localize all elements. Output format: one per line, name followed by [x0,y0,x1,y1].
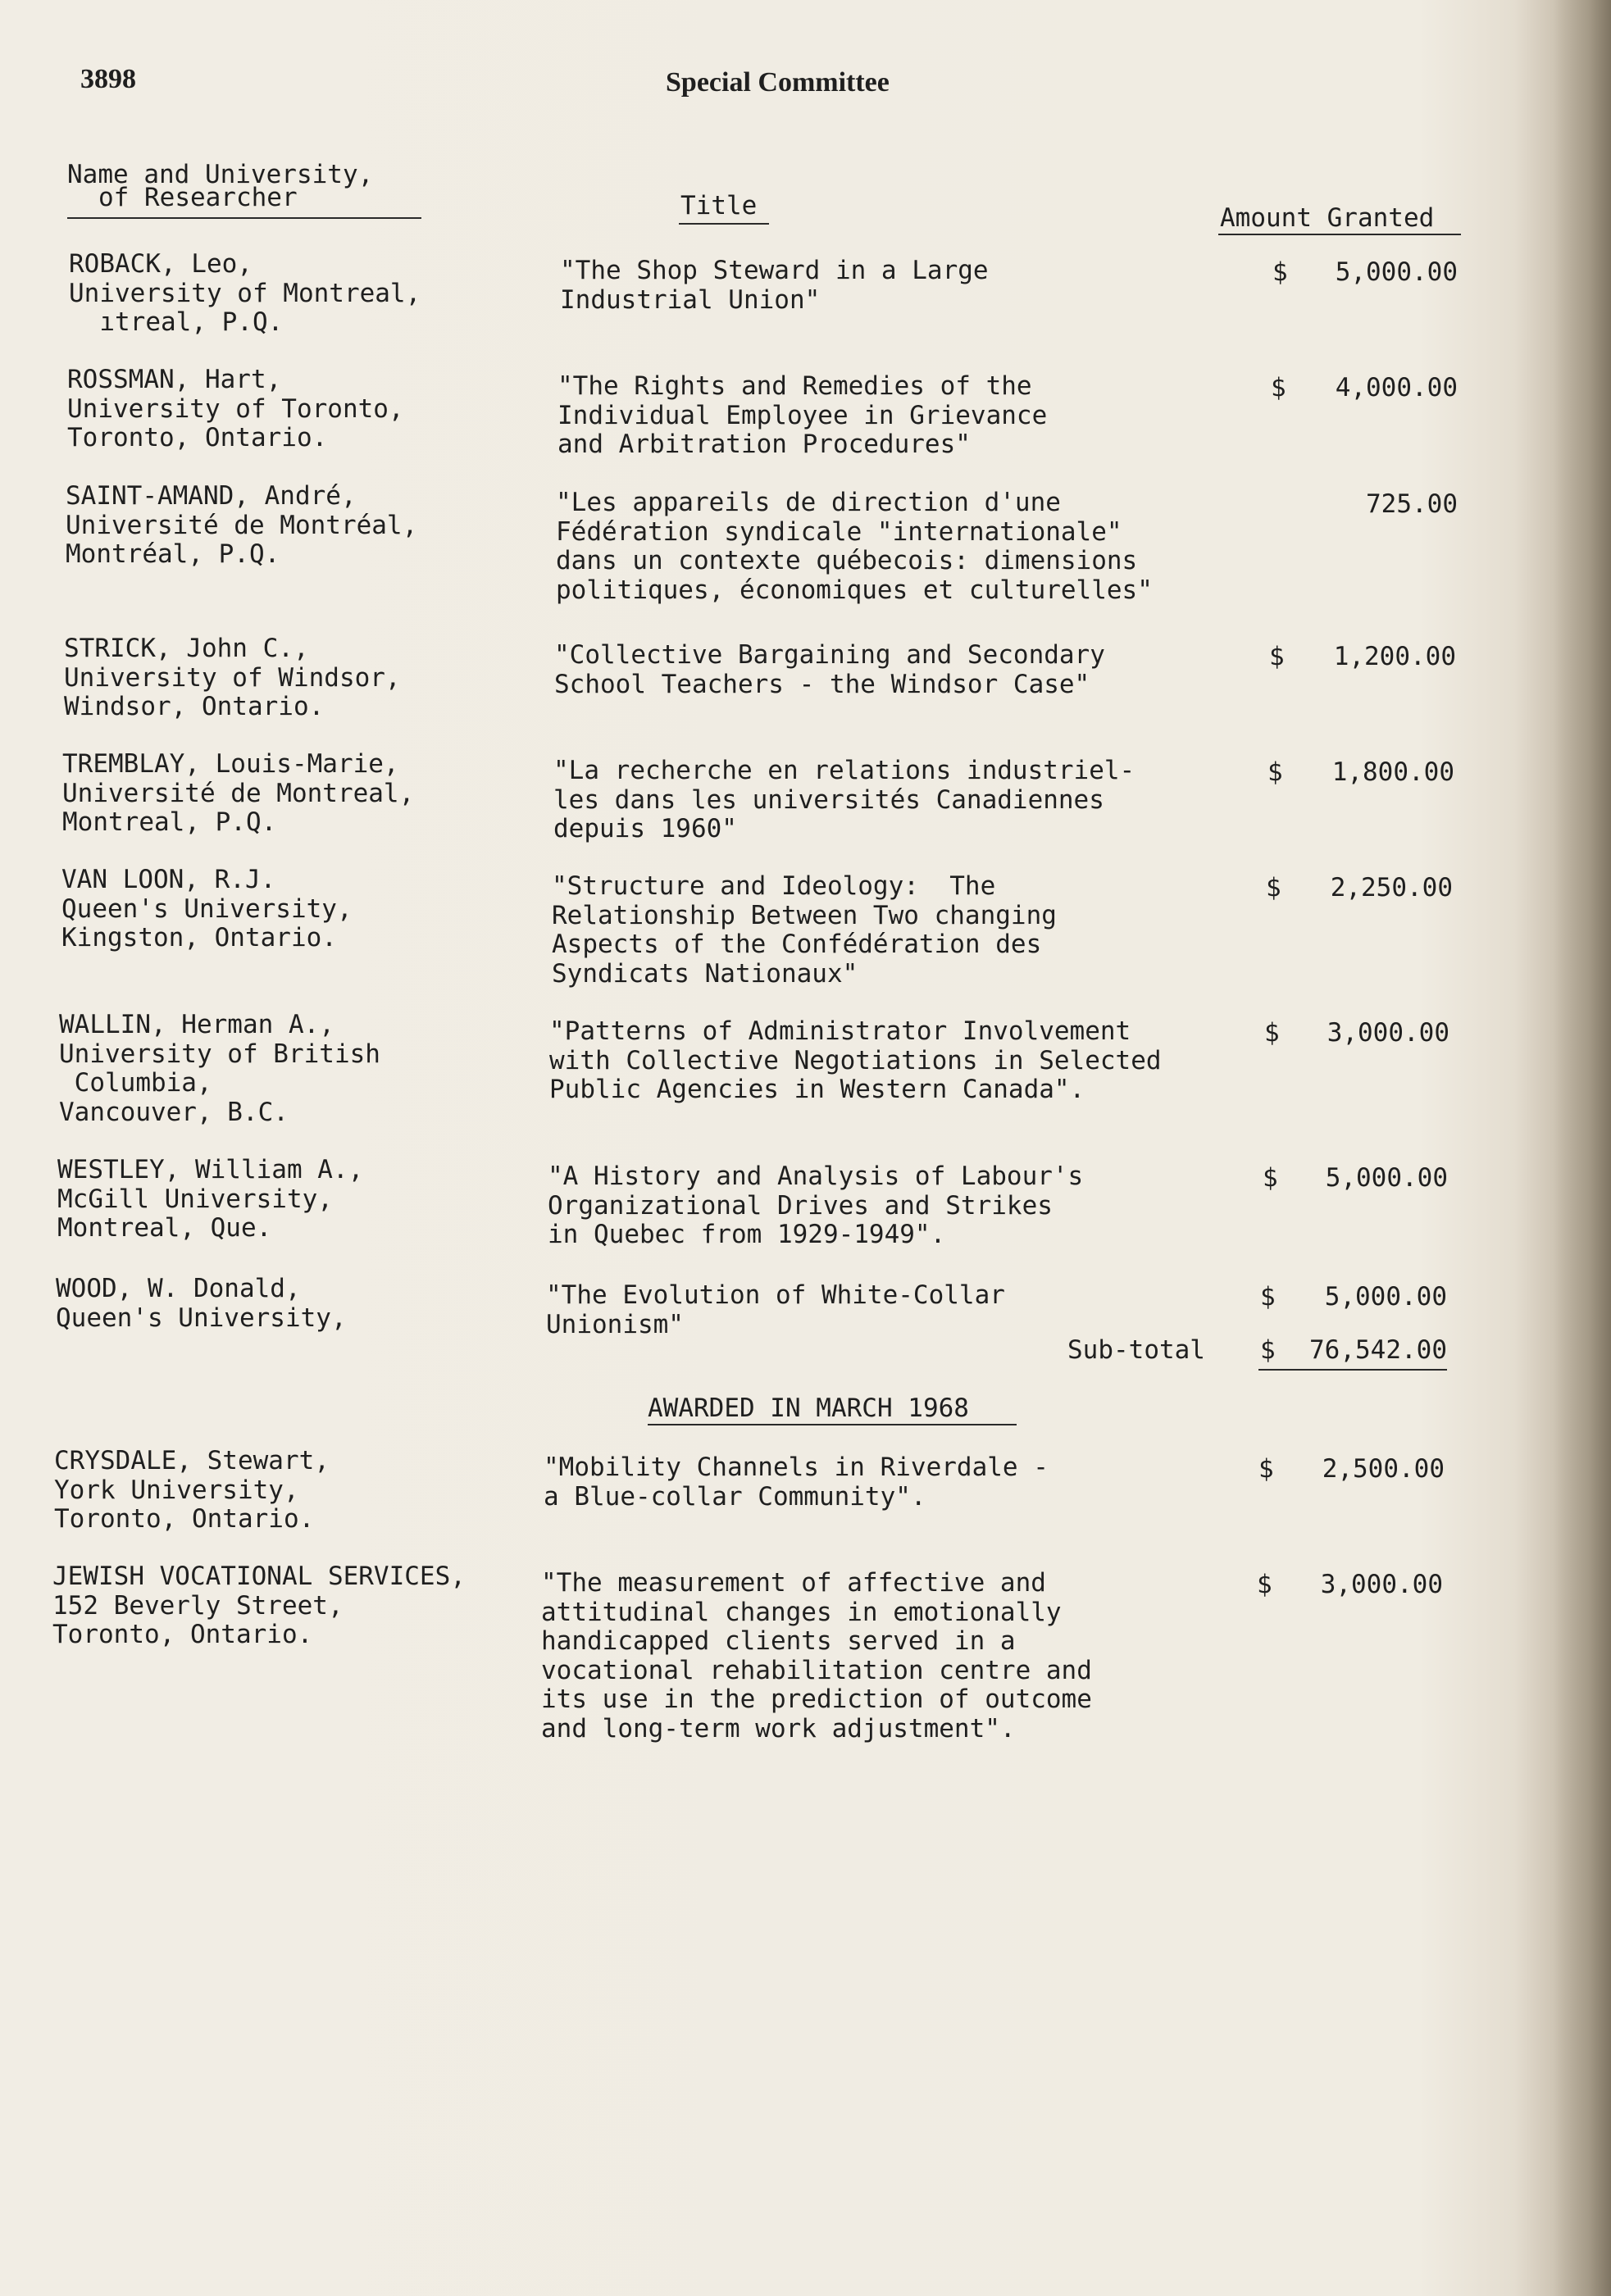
column-header-name-line1: Name and University, [67,160,374,189]
book-spine-shadow [1554,0,1611,2296]
researcher-name-line: Toronto, Ontario. [54,1504,315,1534]
researcher-name [64,634,401,722]
research-title-line: Aspects of the Confédération des [552,930,1042,959]
column-header-amount-underline [1218,234,1461,235]
amount-currency: $ [1257,1570,1272,1599]
amount-granted: 3,000.00 [1327,1018,1449,1048]
page-title: Special Committee [666,67,890,98]
research-title-line: with Collective Negotiations in Selected [549,1045,1162,1075]
research-title [541,1569,1092,1744]
researcher-name-line: Montreal, Que. [57,1213,272,1243]
amount-granted: 2,250.00 [1330,873,1453,902]
research-title-line: les dans les universités Canadiennes [553,784,1104,815]
research-title-line: "Collective Bargaining and Secondary [554,640,1105,670]
amount-currency: $ [1269,642,1285,671]
research-title-line: attitudinal changes in emotionally [541,1597,1062,1627]
researcher-name-line: WOOD, W. Donald, [56,1274,301,1303]
researcher-name [59,1011,380,1127]
researcher-name [69,250,421,338]
amount-granted: 725.00 [1366,489,1458,519]
amount-granted: 3,000.00 [1320,1570,1443,1599]
research-title-line: its use in the prediction of outcome [541,1684,1092,1714]
amount-currency: $ [1272,257,1288,287]
amount-currency: $ [1264,1018,1280,1048]
amount-currency: $ [1263,1163,1278,1193]
subtotal-amount: 76,542.00 [1309,1335,1447,1365]
researcher-name-line: Toronto, Ontario. [52,1620,313,1649]
section-heading: AWARDED IN MARCH 1968 [648,1394,969,1423]
research-title-line: "The Shop Steward in a Large [560,256,989,285]
research-title-line: depuis 1960" [553,814,737,843]
column-header-title: Title [680,191,758,221]
research-title [549,1017,1162,1105]
researcher-name-line: University of British [59,1039,380,1069]
page-number: 3898 [80,64,136,94]
research-title-line: "The Rights and Remedies of the [557,371,1032,401]
researcher-name [52,1562,466,1650]
subtotal-label: Sub-total [1067,1335,1205,1365]
researcher-name-line: Queen's University, [61,893,353,924]
researcher-name-line: Toronto, Ontario. [67,423,328,452]
research-title [557,372,1047,460]
research-title-line: Syndicats Nationaux" [552,958,858,989]
research-title [552,872,1057,989]
research-title-line: "Les appareils de direction d'une [556,488,1061,517]
research-title-line: Public Agencies in Western Canada". [549,1075,1085,1104]
researcher-name-line: STRICK, John C., [64,634,309,663]
research-title-line: Fédération syndicale "internationale" [556,516,1122,547]
research-title-line: dans un contexte québecois: dimensions [556,546,1138,575]
researcher-name-line: ıtreal, P.Q. [69,307,284,337]
column-header-title-underline [679,223,769,225]
researcher-name-line: Université de Montreal, [62,778,415,808]
research-title [546,1281,1005,1339]
researcher-name [61,866,353,953]
research-title-line: in Quebec from 1929-1949". [548,1220,946,1249]
research-title-line: School Teachers - the Windsor Case" [554,669,1090,699]
researcher-name-line: McGill University, [57,1184,333,1214]
researcher-name-line: WESTLEY, William A., [57,1155,364,1184]
amount-granted: 5,000.00 [1325,1163,1448,1193]
researcher-name-line: Columbia, [59,1068,212,1098]
research-title-line: politiques, économiques et culturelles" [556,575,1153,605]
research-title [554,641,1105,699]
research-title-line: Unionism" [546,1309,684,1339]
subtotal-underline [1258,1369,1447,1371]
research-title [548,1162,1083,1250]
research-title-line: "The Evolution of White-Collar [546,1280,1005,1310]
researcher-name [66,482,417,570]
researcher-name-line: Université de Montréal, [66,510,418,540]
researcher-name-line: University of Windsor, [64,662,401,693]
research-title [544,1453,1049,1512]
researcher-name-line: Vancouver, B.C. [59,1097,289,1127]
subtotal-dollar: $ [1260,1335,1276,1365]
researcher-name-line: Montreal, P.Q. [62,807,277,837]
researcher-name-line: 152 Beverly Street, [52,1590,344,1621]
column-header-amount: Amount Granted [1220,203,1435,233]
research-title-line: Organizational Drives and Strikes [548,1190,1053,1221]
research-title-line: and Arbitration Procedures" [557,430,971,459]
researcher-name-line: TREMBLAY, Louis-Marie, [62,749,399,779]
amount-granted: 5,000.00 [1335,257,1458,287]
amount-granted: 1,800.00 [1331,757,1454,787]
researcher-name-line: CRYSDALE, Stewart, [54,1446,330,1475]
column-header-name-line2: of Researcher [98,183,298,212]
researcher-name-line: ROSSMAN, Hart, [67,365,282,394]
research-title-line: "A History and Analysis of Labour's [548,1162,1084,1191]
amount-currency: $ [1271,373,1286,402]
researcher-name-line: Kingston, Ontario. [61,923,337,952]
research-title-line: Relationship Between Two changing [552,900,1057,930]
research-title-line: a Blue-collar Community". [544,1481,926,1512]
research-title-line: Individual Employee in Grievance [557,400,1048,430]
research-title [556,489,1153,605]
researcher-name [67,366,404,453]
researcher-name-line: University of Montreal, [69,278,421,308]
section-heading-underline [648,1424,1017,1425]
amount-currency: $ [1266,873,1281,902]
research-title-line: and long-term work adjustment". [541,1713,1016,1744]
research-title-line: "Patterns of Administrator Involvement [549,1016,1131,1046]
researcher-name-line: WALLIN, Herman A., [59,1010,334,1039]
researcher-name [62,750,414,838]
researcher-name-line: University of Toronto, [67,393,404,424]
amount-granted: 5,000.00 [1324,1282,1447,1312]
amount-currency: $ [1260,1282,1276,1312]
researcher-name-line: ROBACK, Leo, [69,249,253,279]
research-title-line: "The measurement of affective and [541,1568,1046,1598]
research-title-line: Industrial Union" [560,284,821,315]
column-header-name-underline [67,217,421,219]
researcher-name-line: Windsor, Ontario. [64,692,325,721]
research-title-line: "Mobility Channels in Riverdale - [544,1453,1049,1482]
researcher-name-line: Montréal, P.Q. [66,539,280,569]
research-title-line: handicapped clients served in a [541,1626,1016,1656]
amount-granted: 1,200.00 [1333,642,1456,671]
amount-currency: $ [1267,757,1283,787]
researcher-name [56,1275,347,1333]
researcher-name-line: VAN LOON, R.J. [61,865,276,894]
amount-granted: 4,000.00 [1335,373,1458,402]
researcher-name-line: York University, [54,1475,299,1505]
amount-currency: $ [1258,1454,1274,1484]
researcher-name-line: JEWISH VOCATIONAL SERVICES, [52,1562,466,1591]
research-title [553,757,1135,844]
research-title [560,257,989,315]
research-title-line: "La recherche en relations industriel- [553,756,1135,785]
research-title-line: vocational rehabilitation centre and [541,1655,1092,1685]
researcher-name-line: Queen's University, [56,1303,347,1333]
researcher-name [57,1156,363,1243]
research-title-line: "Structure and Ideology: The [552,871,996,901]
researcher-name-line: SAINT-AMAND, André, [66,481,357,511]
researcher-name [54,1447,330,1534]
amount-granted: 2,500.00 [1322,1454,1445,1484]
